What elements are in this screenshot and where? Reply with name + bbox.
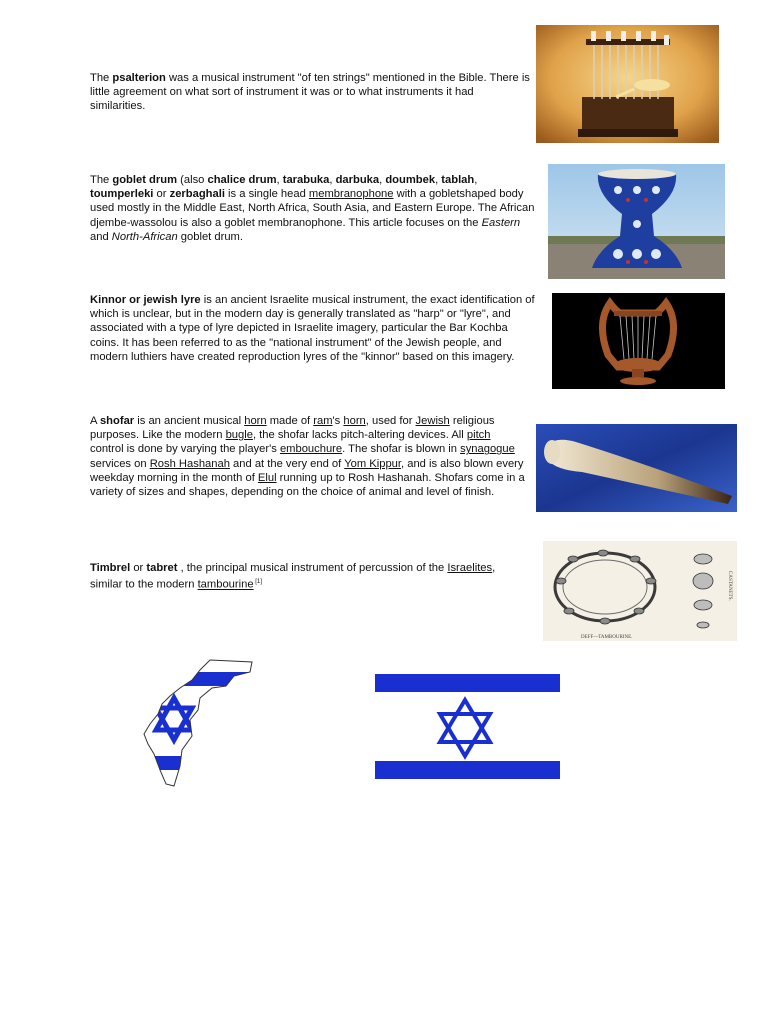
text-run: A: [90, 415, 100, 427]
text-run: The: [90, 174, 113, 186]
text-run: tablah: [441, 174, 475, 186]
text-run: darbuka: [335, 174, 380, 186]
kinnor-lyre-image: [552, 293, 725, 389]
inline-link[interactable]: embouchure: [279, 443, 343, 456]
text-run: zerbaghali: [169, 188, 225, 201]
castanets-caption: CASTANETS.: [727, 571, 732, 601]
text-run: . The shofar is blown in: [342, 443, 461, 456]
text-run: psalterion: [112, 72, 166, 84]
text-run: shofar: [99, 415, 135, 427]
text-run: goblet drum: [112, 174, 178, 186]
inline-link[interactable]: Rosh Hashanah: [149, 457, 230, 470]
text-run: services on: [90, 457, 150, 470]
text-run: , similar to the modern: [90, 562, 496, 591]
inline-link[interactable]: membranophone: [308, 188, 394, 201]
text-run: Timbrel: [90, 562, 131, 574]
text-run: , the principal musical instrument of percussion of the: [177, 562, 448, 574]
text-run: ,: [474, 174, 478, 186]
inline-link[interactable]: tambourine: [197, 578, 254, 591]
inline-link[interactable]: horn: [343, 415, 366, 427]
text-run: goblet drum.: [177, 230, 243, 243]
text-run: Eastern: [481, 216, 521, 229]
inline-link[interactable]: horn: [244, 415, 267, 427]
text-run: and at the very end of: [229, 457, 345, 470]
text-run: with a gobletshaped body used mostly in the Middle East, North Africa, South Asia, and Eastern Europe. The African djembe-wassolou is also a goblet membranophone. This article focuses on the: [90, 188, 535, 229]
text-run: doumbek: [385, 174, 436, 186]
tambourine-engraving-image: [543, 541, 737, 641]
text-run: or: [153, 188, 170, 201]
goblet-drum-image: [548, 164, 725, 279]
timbrel-paragraph: [90, 561, 510, 592]
shofar-image: [536, 424, 737, 512]
inline-link[interactable]: Israelites: [447, 562, 493, 574]
israel-map-flag-image: [140, 658, 255, 790]
text-run: is a single head: [224, 188, 309, 201]
inline-link[interactable]: synagogue: [460, 443, 515, 456]
shofar-paragraph: [90, 414, 526, 499]
text-run: is an ancient Israelite musical instrument, the exact identification of which is unclear, but in the modern day is generally translated as "harp" or "lyre", and associated with a type of lyre depicted in Israelite imagery, particular the Bar Kochba coins. It has been referred to as the "national instrument" of the Jewish people, and modern luthiers have created reproduction lyres of the "kinnor" based on this imagery.: [90, 294, 535, 363]
israel-flag-image: [375, 674, 560, 779]
text-run: North-African: [111, 230, 178, 243]
text-run: , and is also blown every weekday morning in the month of: [90, 457, 524, 484]
text-run: or: [130, 562, 147, 574]
psalterion-image: [536, 25, 719, 143]
text-run: (also: [177, 174, 208, 186]
text-run: running up to Rosh Hashanah. Shofars come in a variety of sizes and shapes, depending on the choice of animal and level of finish.: [90, 471, 525, 499]
text-run: , the shofar lacks pitch-altering devices. All: [252, 429, 467, 442]
text-run: tabret: [146, 562, 178, 574]
text-run: Kinnor or jewish lyre: [90, 294, 201, 306]
text-run: ,: [379, 174, 386, 186]
text-run: tarabuka: [282, 174, 330, 186]
text-run: 's: [332, 415, 344, 427]
footnote-link[interactable]: [1]: [253, 579, 262, 586]
inline-link[interactable]: Jewish: [415, 415, 450, 427]
text-run: ,: [329, 174, 336, 186]
text-run: control is done by varying the player's: [90, 443, 280, 456]
kinnor-paragraph: [90, 293, 538, 364]
goblet-drum-paragraph: [90, 173, 540, 244]
text-run: was a musical instrument "of ten strings" mentioned in the Bible. There is little agreement on what sort of instrument it was or to what instruments it had similarities.: [90, 72, 530, 113]
text-run: made of: [266, 415, 314, 427]
text-run: religious purposes. Like the modern: [90, 415, 495, 442]
inline-link[interactable]: Elul: [257, 471, 277, 484]
text-run: The: [90, 72, 113, 84]
text-run: is an ancient musical: [134, 415, 245, 427]
text-run: ,: [276, 174, 283, 186]
text-run: toumperleki: [90, 188, 154, 201]
inline-link[interactable]: ram: [313, 415, 333, 427]
inline-link[interactable]: Yom Kippur: [344, 457, 401, 470]
text-run: ,: [435, 174, 442, 186]
tambourine-caption: DEFF—TAMBOURINE.: [581, 635, 633, 640]
inline-link[interactable]: bugle: [225, 429, 253, 442]
psalterion-paragraph: [90, 71, 530, 114]
text-run: , used for: [365, 415, 416, 427]
inline-link[interactable]: pitch: [466, 429, 491, 442]
text-run: chalice drum: [207, 174, 277, 186]
text-run: and: [90, 230, 112, 243]
